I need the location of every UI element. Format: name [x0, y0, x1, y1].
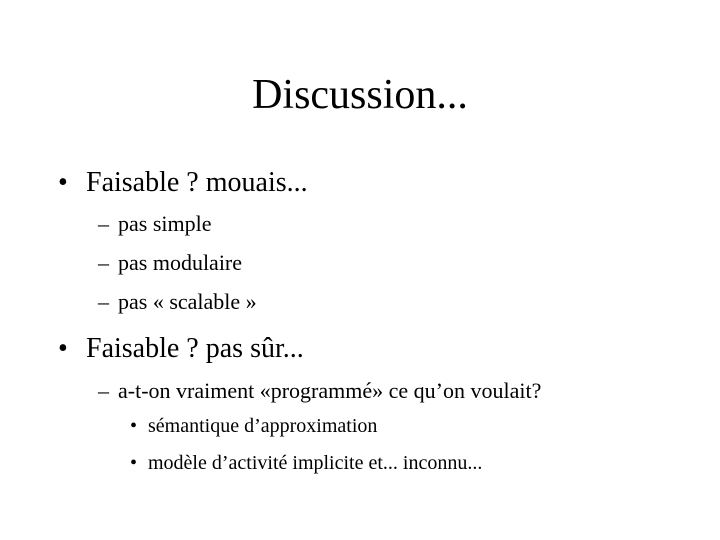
bullet-marker: • — [58, 167, 68, 198]
sub-sub-point-text: modèle d’activité implicite et... inconnu... — [148, 452, 483, 474]
dash-marker: – — [98, 211, 109, 236]
bullet-marker: • — [130, 452, 138, 474]
sub-point-text: a-t-on vraiment «programmé» ce qu’on voulait? — [118, 378, 542, 403]
dash-marker: – — [98, 250, 109, 275]
dash-marker: – — [98, 289, 109, 314]
sub-point-2-1 — [98, 377, 541, 405]
bullet-text: Faisable ? pas sûr... — [86, 333, 304, 364]
sub-sub-point-2-1-1 — [130, 413, 377, 439]
bullet-point-2 — [58, 332, 304, 366]
sub-point-1-2 — [98, 249, 242, 277]
sub-point-1-1 — [98, 210, 212, 238]
sub-sub-point-text: sémantique d’approximation — [148, 415, 378, 437]
bullet-point-1 — [58, 166, 308, 200]
bullet-text: Faisable ? mouais... — [86, 167, 308, 198]
bullet-marker: • — [58, 333, 68, 364]
slide-title: Discussion... — [252, 72, 468, 118]
sub-point-text: pas « scalable » — [118, 289, 257, 314]
sub-point-text: pas simple — [118, 211, 212, 236]
sub-point-text: pas modulaire — [118, 250, 243, 275]
dash-marker: – — [98, 378, 109, 403]
sub-sub-point-2-1-2 — [130, 450, 482, 476]
bullet-marker: • — [130, 415, 138, 437]
sub-point-1-3 — [98, 288, 257, 316]
